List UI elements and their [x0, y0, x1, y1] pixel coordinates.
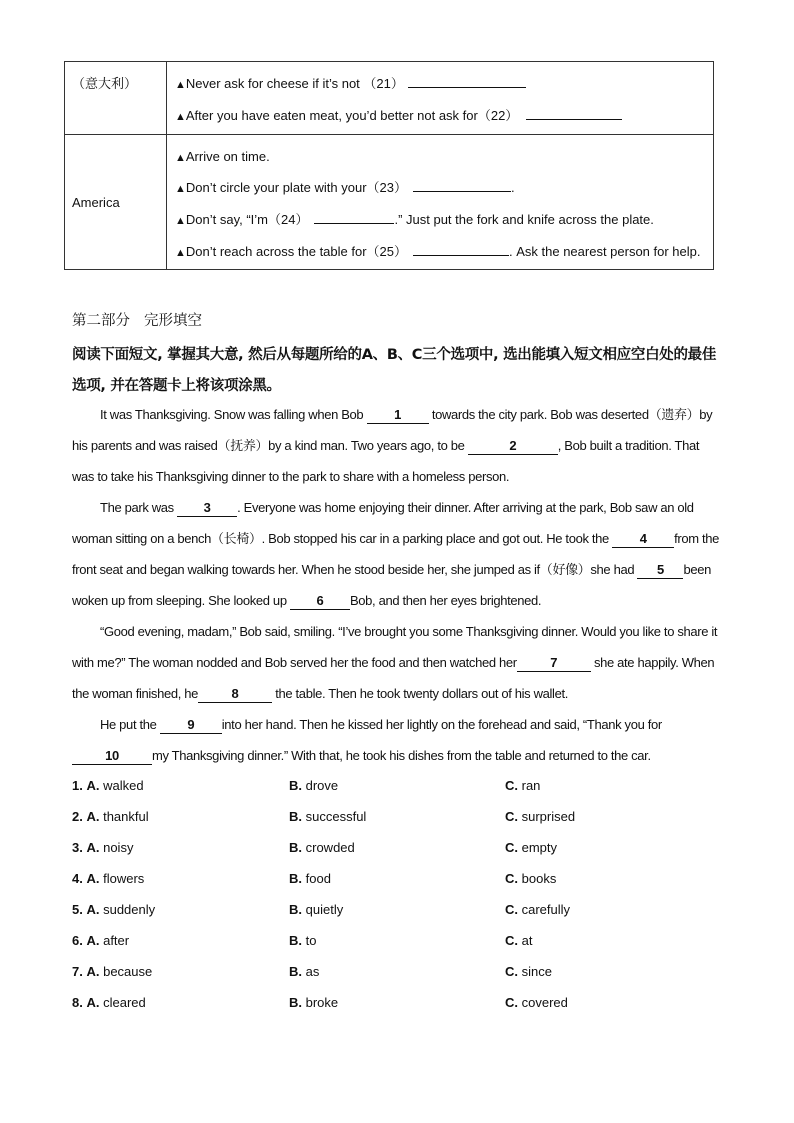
table-row [65, 62, 714, 135]
triangle-bullet-icon: ▲ [175, 151, 186, 164]
question-row [72, 928, 722, 959]
option-c[interactable]: C. ran [505, 778, 541, 793]
rule-line: ▲Don’t say, “I’m（24） .” Just put the fork and knife across the plate. [175, 211, 654, 227]
option-b[interactable]: B. drove [289, 778, 339, 793]
rules-table [64, 61, 714, 270]
rule-line: ▲Never ask for cheese if it’s not （21） [175, 73, 713, 92]
passage-paragraph: He put the 9 into her hand. Then he kissed her lightly on the forehead and said, “Thank you for10 my Thanksgiving dinner.” With that, he took his dishes from the table and returned to the car. [72, 709, 722, 771]
rule-line: ▲Don’t circle your plate with your（23） . [175, 179, 515, 195]
triangle-bullet-icon: ▲ [175, 78, 186, 91]
instructions: 阅读下面短文, 掌握其大意, 然后从每题所给的A、B、C三个选项中, 选出能填入短文相应空白处的最佳选项, 并在答题卡上将该项涂黑。 [72, 347, 717, 394]
country-cell [65, 135, 167, 270]
option-a[interactable]: 5. A. suddenly [72, 902, 156, 917]
option-b[interactable]: B. to [289, 933, 317, 948]
blank-8: 8 [198, 686, 272, 703]
answer-blank-21 [408, 74, 526, 88]
options-list [72, 773, 722, 1021]
blank-4: 4 [612, 531, 674, 548]
answer-blank-22 [526, 106, 622, 120]
option-b[interactable]: B. successful [289, 809, 367, 824]
option-c[interactable]: C. since [505, 964, 552, 979]
section-title [72, 309, 202, 330]
question-row [72, 773, 722, 804]
option-b[interactable]: B. quietly [289, 902, 344, 917]
blank-6: 6 [290, 593, 350, 610]
question-row [72, 835, 722, 866]
option-b[interactable]: B. crowded [289, 840, 355, 855]
passage-paragraph: The park was 3 . Everyone was home enjoying their dinner. After arriving at the park, Bob saw an old woman sitting on a bench（长椅）. Bob stopped his car in a parking place and got out. He took the 4 from the front seat and began walking towards her. When he stood beside her, she jumped as if（好像）she had 5 been woken up from sleeping. She looked up 6 Bob, and then her eyes brightened. [72, 500, 720, 608]
question-row [72, 959, 722, 990]
blank-3: 3 [177, 500, 237, 517]
table-row [65, 135, 714, 270]
country-cell [65, 62, 167, 135]
option-a[interactable]: 8. A. cleared [72, 995, 146, 1010]
answer-blank-23 [413, 178, 511, 192]
option-c[interactable]: C. at [505, 933, 533, 948]
answer-blank-25 [413, 242, 509, 256]
triangle-bullet-icon: ▲ [175, 246, 186, 259]
option-a[interactable]: 3. A. noisy [72, 840, 134, 855]
question-row [72, 897, 722, 928]
option-c[interactable]: C. carefully [505, 902, 571, 917]
triangle-bullet-icon: ▲ [175, 110, 186, 123]
option-c[interactable]: C. books [505, 871, 557, 886]
triangle-bullet-icon: ▲ [175, 214, 186, 227]
option-a[interactable]: 1. A. walked [72, 778, 144, 793]
rule-line: ▲Arrive on time. [175, 148, 270, 164]
blank-9: 9 [160, 717, 222, 734]
option-a[interactable]: 7. A. because [72, 964, 153, 979]
option-a[interactable]: 4. A. flowers [72, 871, 145, 886]
section-part: 第二部分 [72, 313, 130, 329]
answer-blank-24 [314, 210, 394, 224]
option-a[interactable]: 2. A. thankful [72, 809, 149, 824]
passage-paragraph: It was Thanksgiving. Snow was falling when Bob 1 towards the city park. Bob was deserted（遗弃）by his parents and was raised（抚养）by a kind man. Two years ago, to be 2 , Bob built a tradition. That was to take his Thanksgiving dinner to the park to share with a homeless person. [72, 407, 713, 484]
blank-2: 2 [468, 438, 558, 455]
blank-10: 10 [72, 748, 152, 765]
rules-cell [167, 62, 714, 135]
option-a[interactable]: 6. A. after [72, 933, 130, 948]
blank-7: 7 [517, 655, 591, 672]
option-b[interactable]: B. food [289, 871, 331, 886]
question-row [72, 804, 722, 835]
cloze-passage [72, 399, 722, 771]
rules-cell [167, 135, 714, 270]
country-label: （意大利） [72, 76, 138, 91]
option-b[interactable]: B. as [289, 964, 320, 979]
option-c[interactable]: C. surprised [505, 809, 576, 824]
triangle-bullet-icon: ▲ [175, 182, 186, 195]
question-row [72, 990, 722, 1021]
passage-paragraph: “Good evening, madam,” Bob said, smiling. “I’ve brought you some Thanksgiving dinner. Would you like to share it with me?” The woman nodded and Bob served her the food and then watched her 7 she ate happily. When the woman finished, he 8 the table. Then he took twenty dollars out of his wallet. [72, 624, 718, 701]
rule-line: ▲Don’t reach across the table for（25） . Ask the nearest person for help. [175, 243, 701, 259]
country-label: America [72, 194, 120, 210]
option-c[interactable]: C. empty [505, 840, 558, 855]
option-c[interactable]: C. covered [505, 995, 568, 1010]
blank-1: 1 [367, 407, 429, 424]
option-b[interactable]: B. broke [289, 995, 339, 1010]
rule-line: ▲After you have eaten meat, you’d better not ask for（22） [175, 105, 713, 124]
section-name: 完形填空 [144, 313, 202, 329]
question-row [72, 866, 722, 897]
blank-5: 5 [637, 562, 683, 579]
